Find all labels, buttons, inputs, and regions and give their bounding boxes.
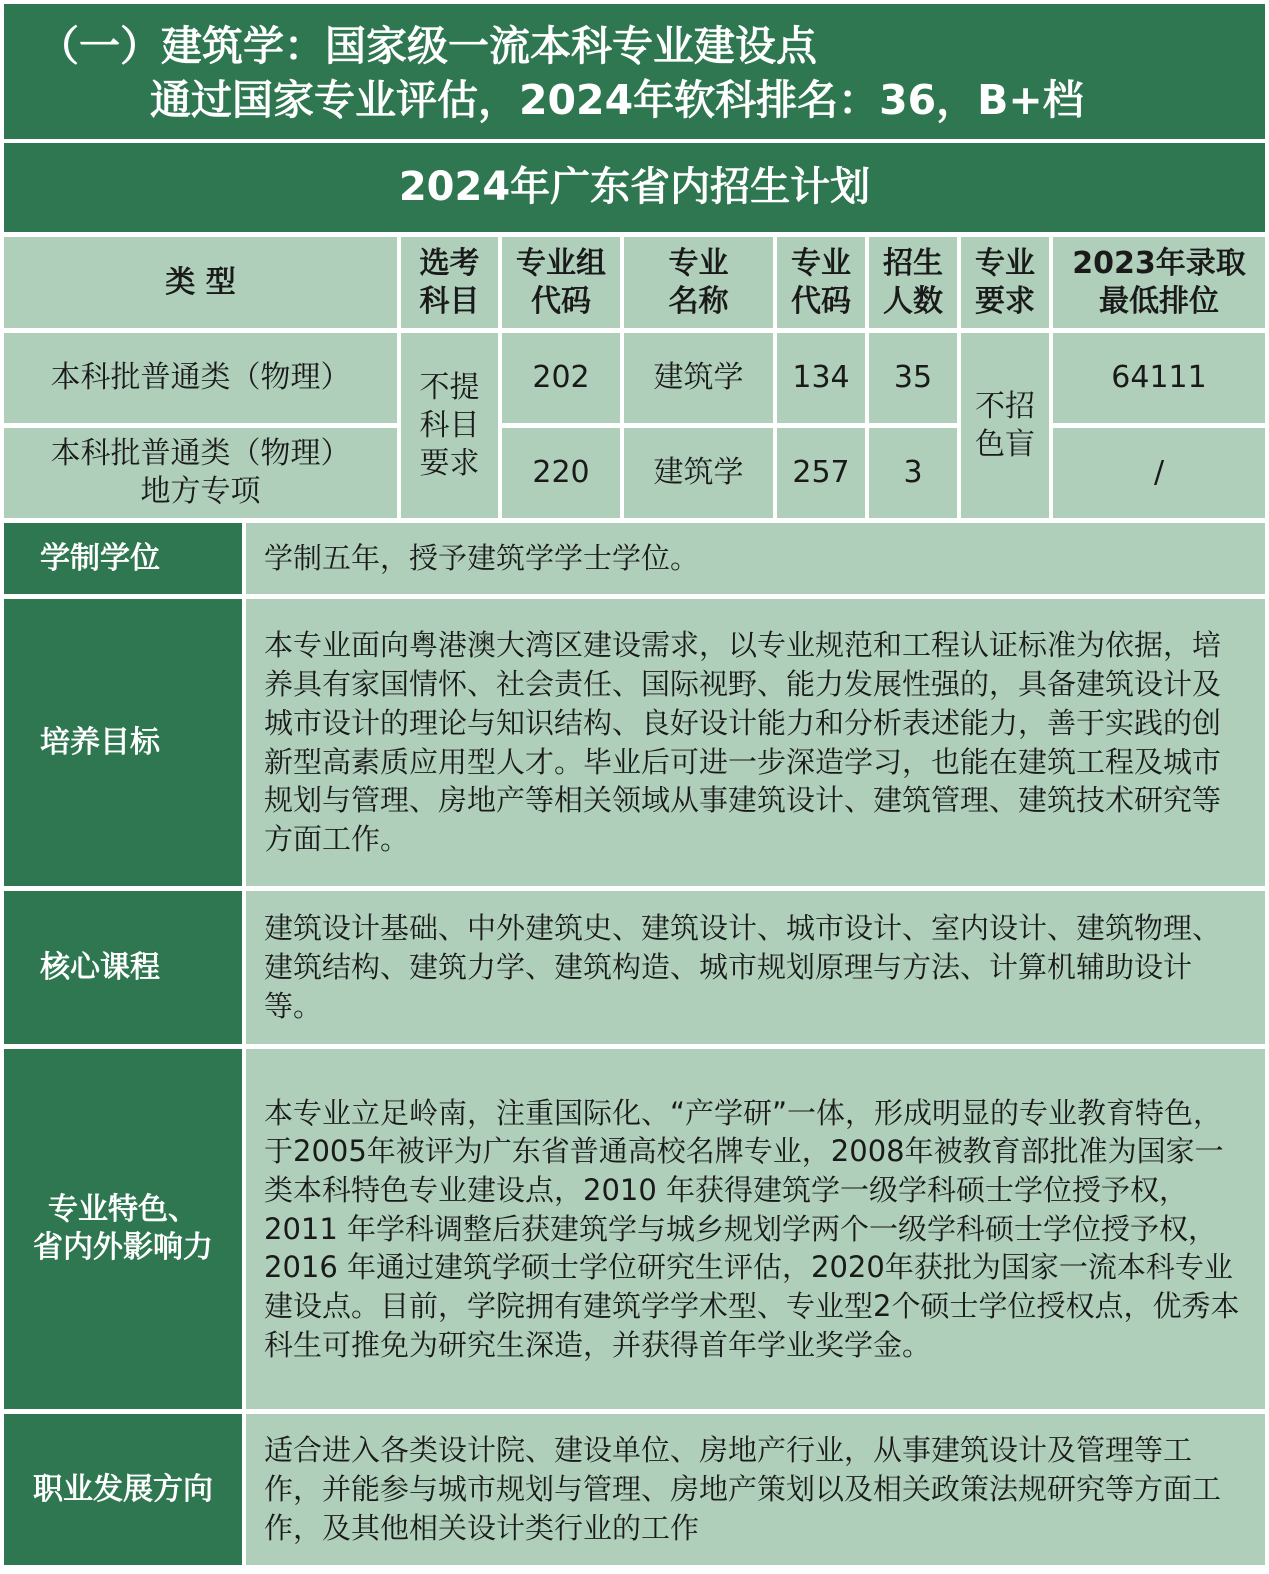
major-requirement: 不招 色盲	[961, 333, 1049, 518]
career-label: 职业发展方向	[4, 1414, 242, 1565]
courses-content	[246, 891, 1265, 1044]
page-title: （一）建筑学：国家级一流本科专业建设点	[38, 22, 817, 70]
header-subject: 选考 科目	[401, 237, 498, 328]
row1-min-rank: 64111	[1053, 333, 1265, 423]
goal-content	[246, 599, 1265, 886]
row2-major-name: 建筑学	[624, 428, 773, 518]
header-min-rank: 2023年录取 最低排位	[1053, 237, 1265, 328]
subject-requirement: 不提 科目 要求	[401, 333, 498, 518]
header-type: 类 型	[4, 237, 397, 328]
features-label: 专业特色、 省内外影响力	[4, 1049, 242, 1409]
degree-content	[246, 523, 1265, 594]
degree-label: 学制学位	[4, 523, 242, 594]
header-quota: 招生 人数	[869, 237, 957, 328]
row2-type: 本科批普通类（物理） 地方专项	[4, 428, 397, 518]
header-requirement: 专业 要求	[961, 237, 1049, 328]
row1-type: 本科批普通类（物理）	[4, 333, 397, 423]
courses-label: 核心课程	[4, 891, 242, 1044]
row1-quota: 35	[869, 333, 957, 423]
courses-text: 建筑设计基础、中外建筑史、建筑设计、城市设计、室内设计、建筑物理、建筑结构、建筑力学、建筑构造、城市规划原理与方法、计算机辅助设计等。	[264, 911, 1222, 1023]
row2-quota: 3	[869, 428, 957, 518]
row1-group-code: 202	[502, 333, 620, 423]
career-text: 适合进入各类设计院、建设单位、房地产行业，从事建筑设计及管理等工作，并能参与城市规划与管理、房地产策划以及相关政策法规研究等方面工作，及其他相关设计类行业的工作	[264, 1433, 1222, 1545]
enrollment-plan-header: 2024年广东省内招生计划	[4, 143, 1265, 232]
row2-group-code: 220	[502, 428, 620, 518]
row1-major-name: 建筑学	[624, 333, 773, 423]
row1-major-code: 134	[777, 333, 865, 423]
degree-text: 学制五年，授予建筑学学士学位。	[264, 541, 700, 576]
goal-label: 培养目标	[4, 599, 242, 886]
header-major-code: 专业 代码	[777, 237, 865, 328]
page-subtitle: 通过国家专业评估，2024年软科排名：36，B+档	[150, 76, 1084, 124]
header-major-name: 专业 名称	[624, 237, 773, 328]
features-content	[246, 1049, 1265, 1409]
row2-major-code: 257	[777, 428, 865, 518]
row2-min-rank: /	[1053, 428, 1265, 518]
goal-text: 本专业面向粤港澳大湾区建设需求，以专业规范和工程认证标准为依据，培养具有家国情怀、社会责任、国际视野、能力发展性强的，具备建筑设计及城市设计的理论与知识结构、良好设计能力和分析表述能力，善于实践的创新型高素质应用型人才。毕业后可进一步深造学习，也能在建筑工程及城市规划与管理、房地产等相关领域从事建筑设计、建筑管理、建筑技术研究等方面工作。	[264, 628, 1222, 856]
features-text: 本专业立足岭南，注重国际化、“产学研”一体，形成明显的专业教育特色，于2005年被评为广东省普通高校名牌专业，2008年被教育部批准为国家一类本科特色专业建设点，2010 年获得建筑学一级学科硕士学位授予权，2011 年学科调整后获建筑学与城乡规划学两个一级学科硕士学位授予权，2016 年通过建筑学硕士学位研究生评估，2020年获批为国家一流本科专业建设点。目前，学院拥有建筑学学术型、专业型2个硕士学位授权点，优秀本科生可推免为研究生深造，并获得首年学业奖学金。	[264, 1095, 1240, 1362]
career-content	[246, 1414, 1265, 1565]
header-group-code: 专业组 代码	[502, 237, 620, 328]
